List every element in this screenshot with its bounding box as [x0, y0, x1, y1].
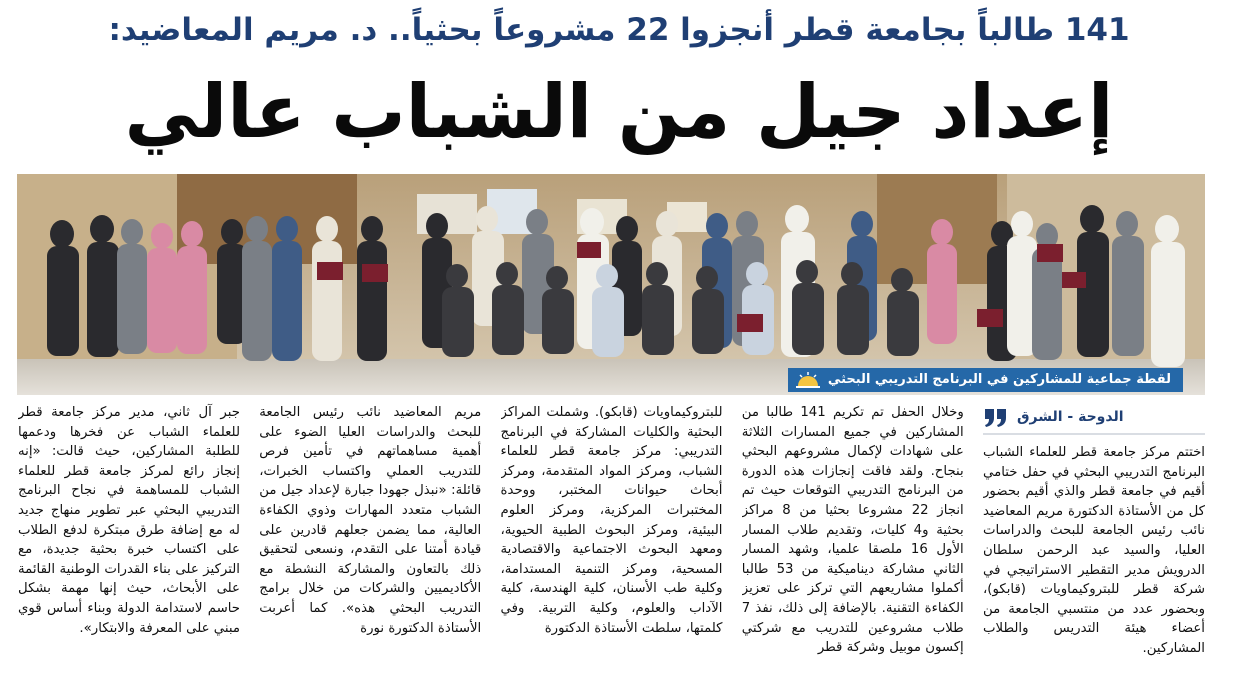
sunrise-logo-icon	[794, 370, 822, 390]
article-column-1	[983, 403, 1205, 671]
paragraph-3: للبتروكيماويات (قابكو). وشملت المراكز البحثية والكليات المشاركة في البرنامج التدريبي: مركز جامعة قطر للعلماء الشباب، ومركز المواد المتقدمة، ومركز أبحاث حيوانات المختبر، ووحدة المختبرات المركزية، ومركز العلوم البيئية، ومركز البحوث الطبية الحيوية، ومعهد البحوث الاجتماعية والاقتصادية المسحية، ومركز التنمية المستدامة، وكلية طب الأسنان، كلية الهندسة، كلية الآداب والعلوم، وكلية التربية. وفي كلمتها، سلطت الأستاذة الدكتورة	[500, 405, 723, 636]
article-column-2	[742, 403, 964, 671]
article-body	[18, 403, 1205, 671]
paragraph-5: جبر آل ثاني، مدير مركز جامعة قطر للعلماء الشباب عن فخرها ودعمها للطلبة المشاركين، حيث قالت: «إنه إنجاز رائع لمركز جامعة قطر للعلماء الشباب للمساهمة في نجاح البرنامج التدريبي البحثي عبر تطوير منهاج جديد له مع إضافة طرق مبتكرة لدفع الطلاب على اكتساب خبرة بحثية جديدة، مع التركيز على بناء القدرات الوطنية القائمة على الأبحاث، حيث إنها مهمة بشكل حاسم لاستدامة الدولة وبناء أساس قوي مبني على المعرفة والابتكار».	[18, 405, 240, 636]
photo-caption	[788, 368, 1183, 392]
article-column-5	[18, 403, 240, 671]
paragraph-4: مريم المعاضيد نائب رئيس الجامعة للبحث والدراسات العليا الضوء على أهمية مساهماتهم في تأمين فرص للتدريب العملي واكتساب الخبرات، قائلة: «نبذل جهودا جبارة لإعداد جيل من الشباب متعدد المهارات وذوي الكفاءة العالية، مما يضمن جعلهم قادرين على قيادة أمتنا على التقدم، ونسعى لتحقيق ذلك بالتعاون والمشاركة النشطة مع الأكاديميين والشركات من خلال برامج التدريب البحثي هذه». كما أعربت الأستاذة الدكتورة نورة	[259, 405, 482, 636]
article-headline: إعداد جيل من الشباب عالي	[124, 69, 1114, 155]
dateline: الدوحة - الشرق	[1017, 409, 1124, 426]
photo-caption-text: لقطة جماعية للمشاركين في البرنامج التدريبي البحثي	[827, 372, 1171, 387]
paragraph-2: وخلال الحفل تم تكريم 141 طالبا من المشاركين في جميع المسارات الثلاثة على شهادات لإكمال مشروعهم البحثي بنجاح. ولقد فاقت إنجازات هذه الدورة من البرنامج التدريبي التوقعات حيث تم انجاز 22 مشروعا بحثيا من 8 مراكز بحثية و4 كليات، وتقديم طلاب المسار الأول 16 ملصقا علميا، وشهد المسار الثاني مشاركة ديناميكية من 53 طالبا أكملوا مشاريعهم التي تركز على تعزيز الكفاءة التقنية. بالإضافة إلى ذلك، نفذ 7 طلاب مشروعين للتدريب مع شركتي إكسون موبيل وشركة قطر	[741, 405, 964, 656]
dateline-row	[983, 403, 1205, 435]
quote-mark-icon	[983, 407, 1009, 429]
article-kicker: 141 طالباً بجامعة قطر أنجزوا 22 مشروعاً بحثياً.. د. مريم المعاضيد:	[108, 12, 1130, 48]
article-column-3	[501, 403, 723, 671]
group-photo-image	[17, 174, 1205, 395]
group-photo	[17, 174, 1205, 395]
paragraph-1: اختتم مركز جامعة قطر للعلماء الشباب البرنامج التدريبي البحثي في حفل ختامي أقيم في جامعة قطر والذي أقيم بحضور كل من الأستاذة الدكتورة مريم المعاضيد نائب رئيس الجامعة للبحث والدراسات العليا، والسيد عبد الرحمن سلطان الدرويش مدير التقطير الاستراتيجي في شركة قطر للبتروكيماويات (قابكو)، وبحضور عدد من منتسبي الجامعة من أعضاء هيئة التدريس والطلاب المشاركين.	[983, 445, 1205, 656]
article-column-4	[259, 403, 481, 671]
